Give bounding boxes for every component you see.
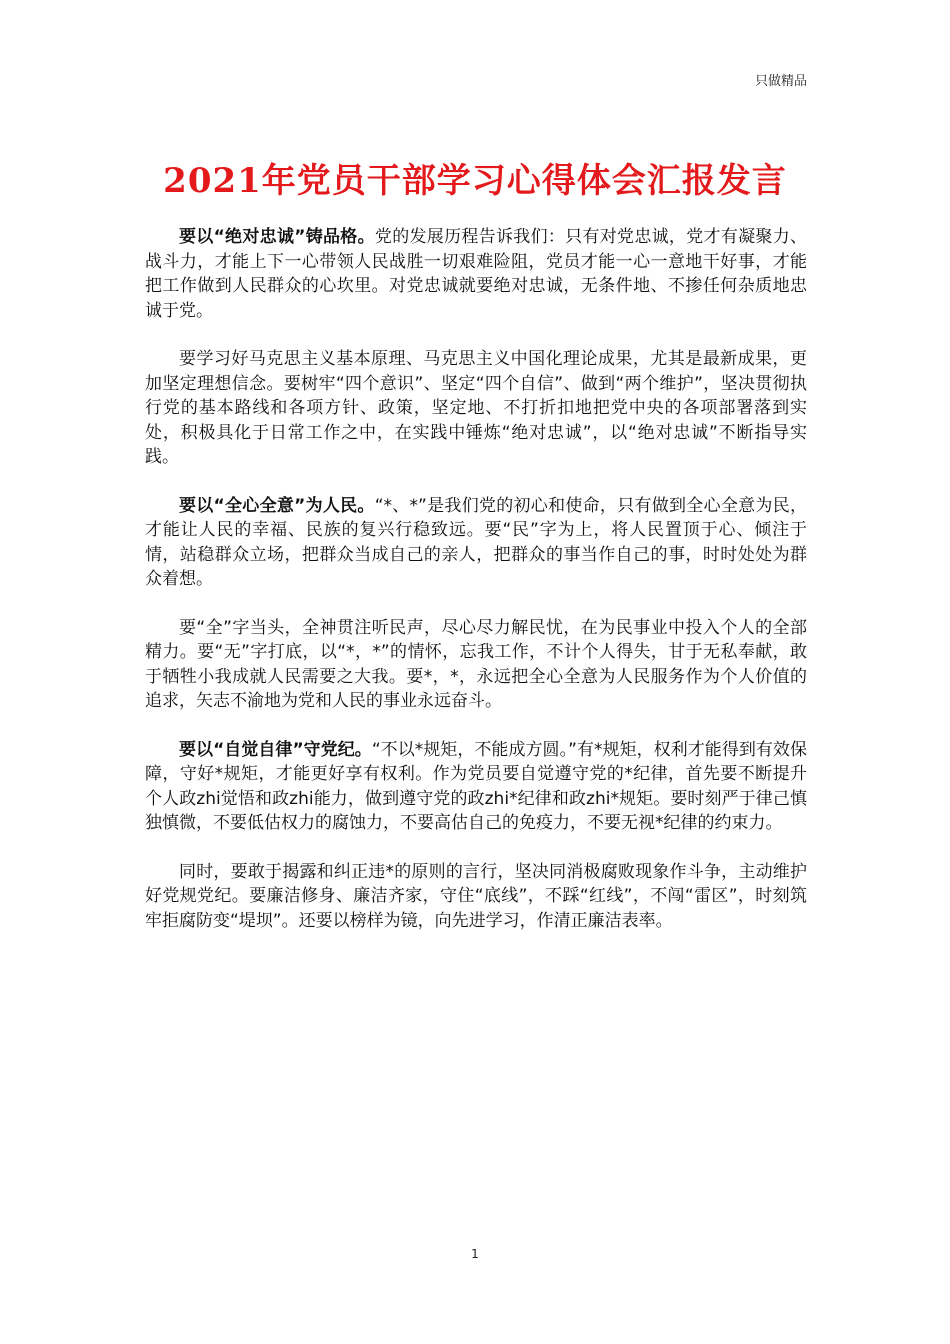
paragraph-text: 要“全”字当头，全神贯注听民声，尽心尽力解民忧，在为民事业中投入个人的全部精力。要“无”字打底，以“*，*”的情怀，忘我工作，不计个人得失，甘于无私奉献，敢于牺牲小我成就人民需要之大我。要*，*，永远把全心全意为人民服务作为个人价值的追求，矢志不渝地为党和人民的事业永远奋斗。	[145, 617, 807, 711]
paragraph-lead: 要以“绝对忠诚”铸品格。	[179, 227, 375, 247]
paragraph-2	[145, 347, 807, 470]
paragraph-text: “不以*规矩，不能成方圆。”有*规矩，权利才能得到有效保障，守好*规矩，才能更好享有权利。作为党员要自觉遵守党的*纪律，首先要不断提升个人政zhi觉悟和政zhi能力，做到遵守党的政zhi*纪律和政zhi*规矩。要时刻严于律己慎独慎微，不要低估权力的腐蚀力，不要高估自己的免疫力，不要无视*纪律的约束力。	[145, 739, 807, 833]
paragraph-lead: 要以“自觉自律”守党纪。	[179, 739, 372, 760]
page-number: 1	[471, 1247, 479, 1261]
paragraph-6	[145, 860, 807, 934]
document-title: 2021年党员干部学习心得体会汇报发言	[163, 161, 787, 201]
paragraph-4	[145, 616, 807, 714]
header-note: 只做精品	[754, 74, 807, 89]
paragraph-5	[145, 738, 807, 836]
paragraph-text: 要学习好马克思主义基本原理、马克思主义中国化理论成果，尤其是最新成果，更加坚定理想信念。要树牢“四个意识”、坚定“四个自信”、做到“两个维护”，坚决贯彻执行党的基本路线和各项方针、政策，坚定地、不打折扣地把党中央的各项部署落到实处，积极具化于日常工作之中，在实践中锤炼“绝对忠诚”，以“绝对忠诚”不断指导实践。	[145, 349, 807, 467]
paragraph-text: 同时，要敢于揭露和纠正违*的原则的言行，坚决同消极腐败现象作斗争，主动维护好党规党纪。要廉洁修身、廉洁齐家，守住“底线”，不踩“红线”，不闯“雷区”，时刻筑牢拒腐防变“堤坝”。还要以榜样为镜，向先进学习，作清正廉洁表率。	[145, 861, 807, 931]
paragraph-lead: 要以“全心全意”为人民。	[179, 495, 375, 516]
paragraph-1	[145, 225, 807, 323]
paragraph-text: 党的发展历程告诉我们：只有对党忠诚，党才有凝聚力、战斗力，才能上下一心带领人民战胜一切艰难险阻，党员才能一心一意地干好事，才能把工作做到人民群众的心坎里。对党忠诚就要绝对忠诚，无条件地、不掺任何杂质地忠诚于党。	[145, 227, 807, 321]
paragraph-3	[145, 494, 807, 592]
document-body	[145, 225, 807, 957]
paragraph-text: “*、*”是我们党的初心和使命，只有做到全心全意为民，才能让人民的幸福、民族的复兴行稳致远。要“民”字为上，将人民置顶于心、倾注于情，站稳群众立场，把群众当成自己的亲人，把群众的事当作自己的事，时时处处为群众着想。	[145, 495, 807, 589]
